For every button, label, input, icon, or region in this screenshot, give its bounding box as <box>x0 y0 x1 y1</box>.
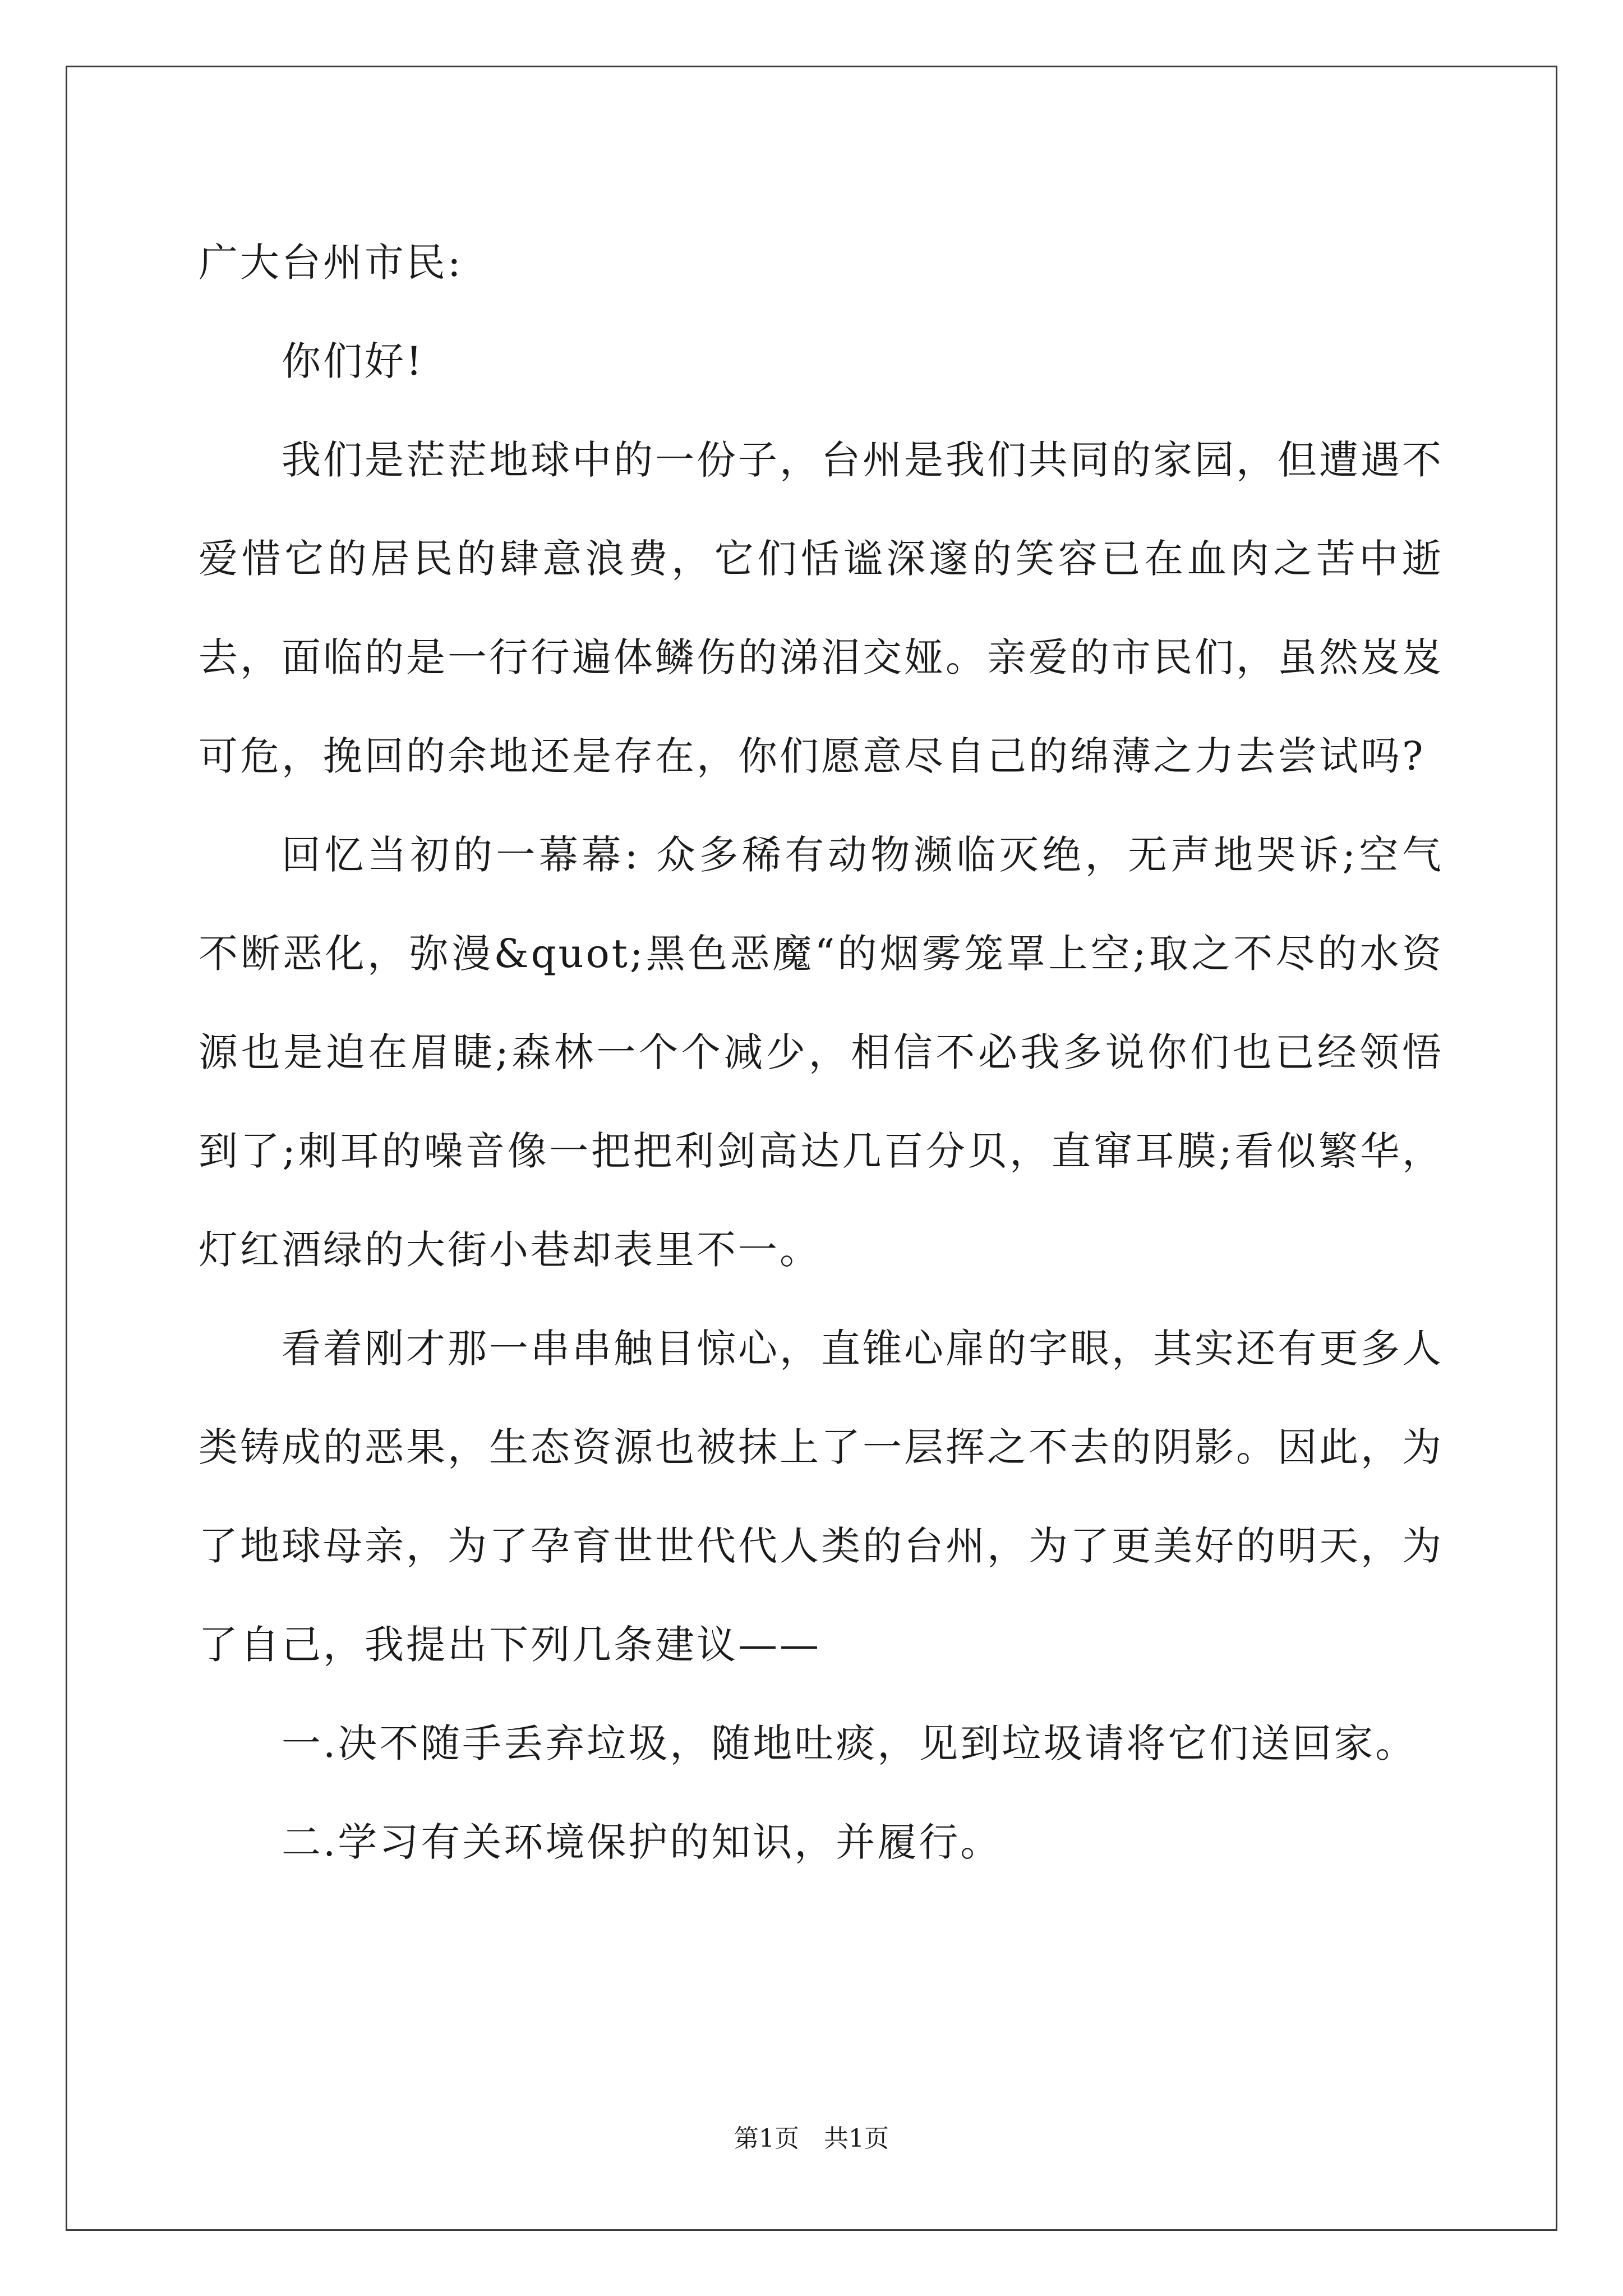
paragraph-greeting: 你们好! <box>282 338 425 384</box>
page-number: 第1页 <box>734 2124 799 2153</box>
paragraph-recollection: 回忆当初的一幕幕: 众多稀有动物濒临灭绝，无声地哭诉;空气不断恶化，弥漫&quot;黑色恶魔“的烟雾笼罩上空;取之不尽的水资源也是迫在眉睫;森林一个个减少，相信不必我多说你们也已经领悟到了;刺耳的噪音像一把把利剑高达几百分贝，直窜耳膜;看似繁华，灯红酒绿的大街小巷却表里不一。 <box>199 832 1444 1273</box>
salutation: 广大台州市民: <box>199 240 463 286</box>
paragraph-proposal: 看着刚才那一串串触目惊心，直锥心扉的字眼，其实还有更多人类铸成的恶果，生态资源也被抹上了一层挥之不去的阴影。因此，为了地球母亲，为了孕育世世代代人类的台州，为了更美好的明天，为了自己，我提出下列几条建议—— <box>199 1326 1444 1668</box>
suggestion-item-1: 一.决不随手丢弃垃圾，随地吐痰，见到垃圾请将它们送回家。 <box>282 1720 1417 1766</box>
document-body <box>199 213 1444 1892</box>
page-total: 共1页 <box>824 2124 889 2153</box>
page-footer <box>0 2122 1623 2156</box>
paragraph-intro: 我们是茫茫地球中的一份子，台州是我们共同的家园，但遭遇不爱惜它的居民的肆意浪费，它们恬谧深邃的笑容已在血肉之苦中逝去，面临的是一行行遍体鳞伤的涕泪交娅。亲爱的市民们，虽然岌岌可危，挽回的余地还是存在，你们愿意尽自己的绵薄之力去尝试吗? <box>199 437 1444 779</box>
suggestion-item-2: 二.学习有关环境保护的知识，并履行。 <box>282 1819 1002 1865</box>
